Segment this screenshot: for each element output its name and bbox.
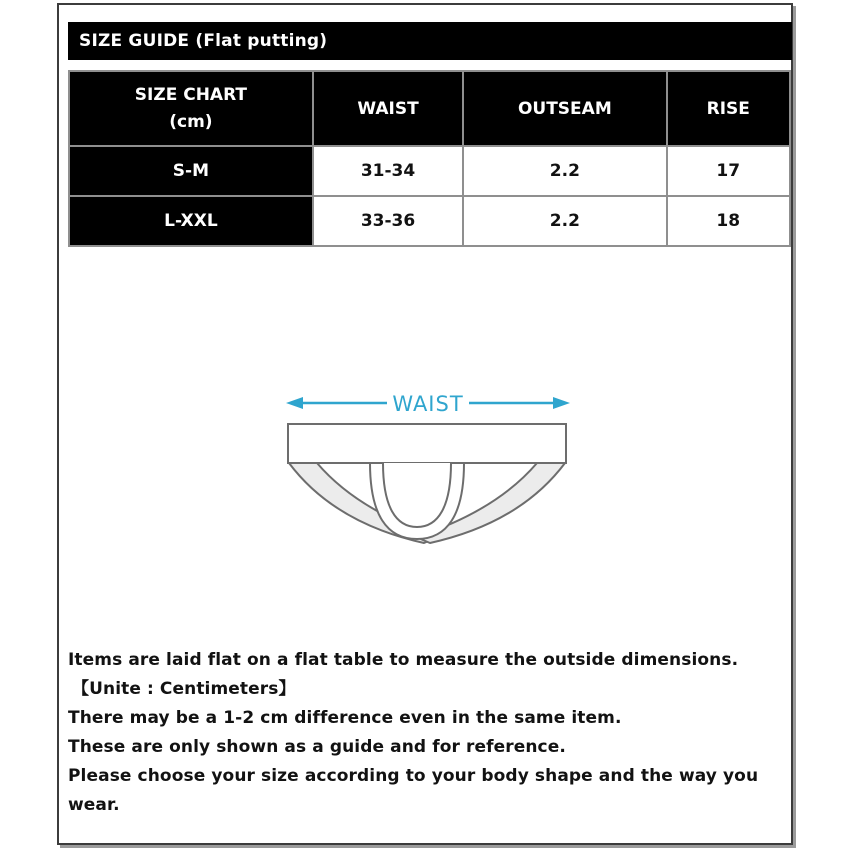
size-guide-title: SIZE GUIDE (Flat putting) (68, 22, 792, 60)
header-size-chart-line2: (cm) (169, 111, 213, 132)
note-line: Items are laid flat on a flat table to measure the outside dimensions. (68, 650, 739, 670)
garment-measurement-diagram (286, 393, 570, 551)
row-waist-value: 31-34 (313, 146, 463, 196)
table-header-row (69, 71, 790, 146)
row-outseam-value: 2.2 (463, 146, 666, 196)
header-rise: RISE (667, 71, 791, 146)
row-waist-value: 33-36 (313, 196, 463, 246)
waist-label: WAIST (392, 393, 464, 416)
header-size-chart-line1: SIZE CHART (134, 85, 248, 106)
table-row (69, 196, 790, 246)
note-line: These are only shown as a guide and for reference. (68, 737, 566, 757)
header-outseam: OUTSEAM (463, 71, 666, 146)
table-row (69, 146, 790, 196)
waistband-rect (288, 424, 566, 463)
measurement-notes (68, 646, 786, 820)
arrow-right-icon (553, 397, 570, 409)
header-size-chart (69, 71, 313, 146)
row-size-label: S-M (69, 146, 313, 196)
row-size-label: L-XXL (69, 196, 313, 246)
row-outseam-value: 2.2 (463, 196, 666, 246)
size-chart-table (68, 70, 791, 247)
note-line: Please choose your size according to your body shape and the way you wear. (68, 766, 759, 815)
row-rise-value: 18 (667, 196, 791, 246)
note-line: There may be a 1-2 cm difference even in the same item. (68, 708, 622, 728)
size-guide-panel (57, 3, 793, 845)
header-waist: WAIST (313, 71, 463, 146)
note-line-unit: 【Unite : Centimeters】 (72, 679, 296, 699)
row-rise-value: 17 (667, 146, 791, 196)
